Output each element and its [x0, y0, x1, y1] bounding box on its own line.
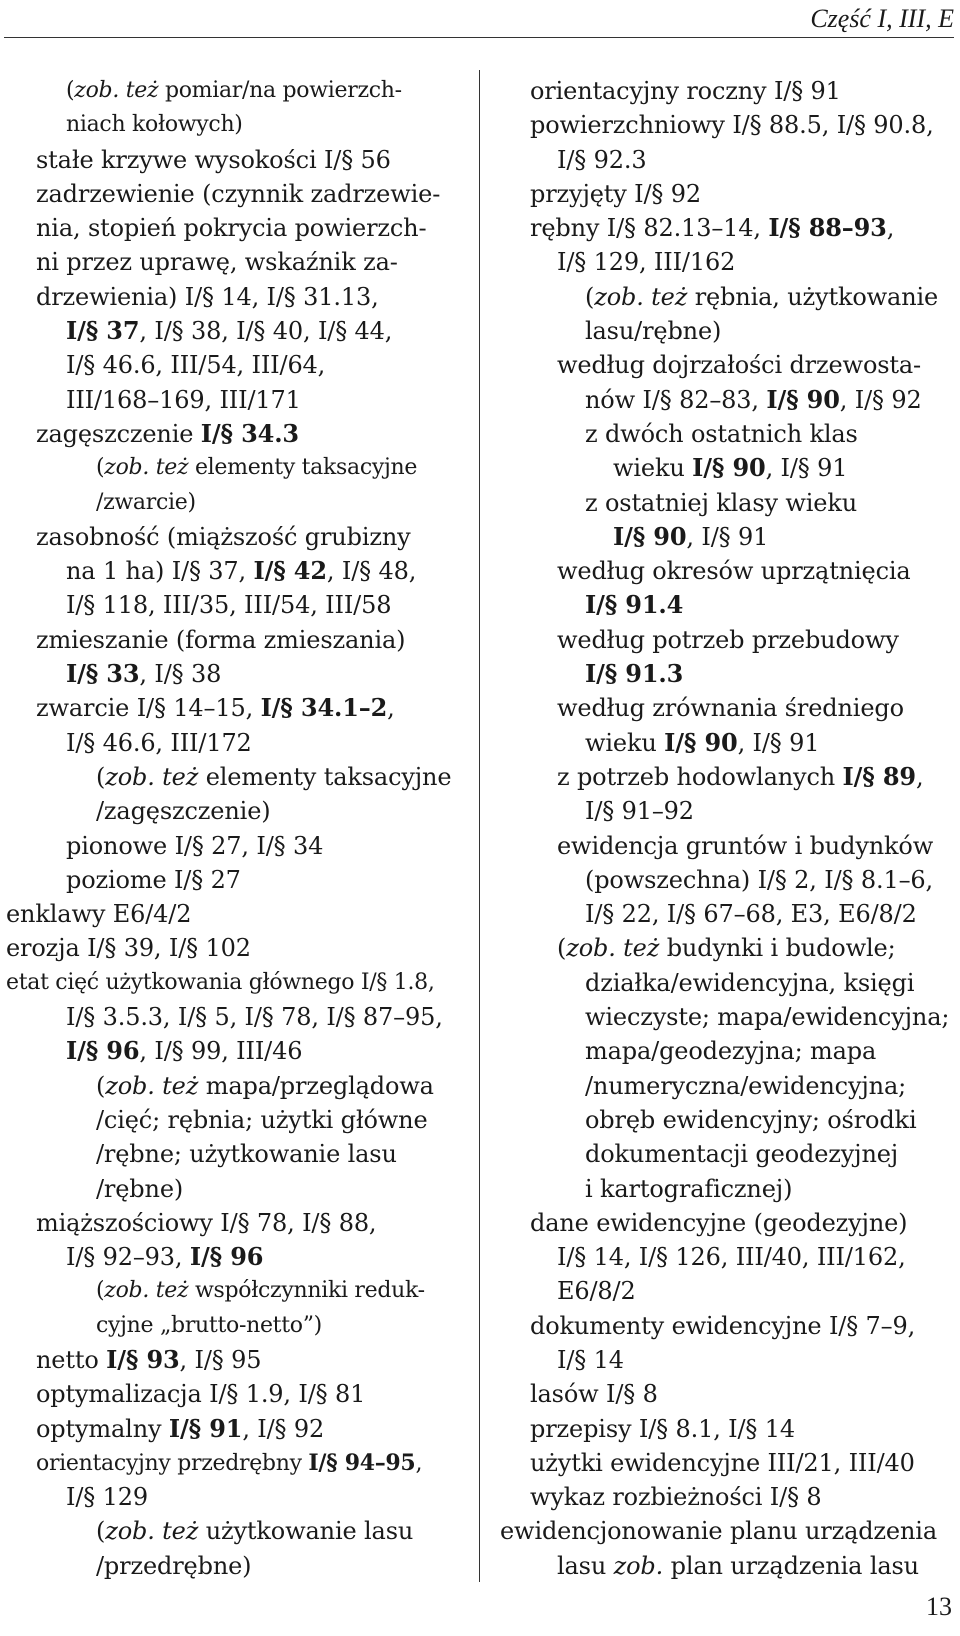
index-text: lasu: [557, 1551, 614, 1580]
index-line: [500, 726, 955, 760]
see-also-marker: zob. też: [105, 1517, 199, 1546]
index-line: [6, 143, 474, 177]
index-text: etat cięć użytkowania głównego I/§ 1.8,: [6, 969, 435, 995]
index-line: [500, 1069, 955, 1103]
index-text: według zrównania średniego: [557, 694, 904, 723]
index-line: [6, 1343, 474, 1377]
index-line: [6, 1549, 474, 1583]
index-text: orientacyjny przedrębny: [36, 1450, 309, 1476]
index-text: (: [96, 1071, 106, 1100]
index-line: [500, 1412, 955, 1446]
index-text: /rębne; użytkowanie lasu: [96, 1140, 397, 1169]
index-text: wieku: [613, 454, 693, 483]
index-text: z dwóch ostatnich klas: [585, 419, 858, 448]
index-text: ni przez uprawę, wskaźnik za-: [36, 248, 398, 277]
index-line: [500, 931, 955, 965]
bold-reference: I/§ 93: [106, 1344, 180, 1374]
index-line: [6, 1206, 474, 1240]
index-text: według potrzeb przebudowy: [557, 625, 899, 654]
bold-reference: I/§ 90: [664, 727, 738, 757]
index-line: [500, 143, 955, 177]
index-text: zasobność (miąższość grubizny: [36, 522, 411, 551]
index-line: [500, 1377, 955, 1411]
index-line: [6, 451, 474, 485]
index-text: według okresów uprzątnięcia: [557, 557, 911, 586]
index-text: I/§ 129, III/162: [557, 248, 736, 277]
index-line: [500, 1103, 955, 1137]
index-text: lasu/rębne): [585, 317, 722, 346]
bold-reference: I/§ 90: [766, 384, 840, 414]
index-line: [500, 1343, 955, 1377]
index-line: [6, 1274, 474, 1308]
index-line: [500, 623, 955, 657]
index-text: niach kołowych): [66, 112, 243, 138]
index-text: netto: [36, 1345, 107, 1374]
index-text: , I/§ 92: [242, 1414, 325, 1443]
index-line: [500, 245, 955, 279]
index-line: [6, 177, 474, 211]
index-text: powierzchniowy I/§ 88.5, I/§ 90.8,: [530, 111, 934, 140]
index-text: i kartograficznej): [585, 1174, 793, 1203]
right-column: [500, 74, 955, 1583]
index-line: [6, 520, 474, 554]
index-line: [500, 211, 955, 245]
index-text: mapa/geodezyjna; mapa: [585, 1037, 877, 1066]
index-text: E6/8/2: [557, 1277, 636, 1306]
index-line: [500, 177, 955, 211]
index-text: rębny I/§ 82.13–14,: [530, 214, 769, 243]
index-text: wykaz rozbieżności I/§ 8: [530, 1483, 822, 1512]
index-text: pionowe I/§ 27, I/§ 34: [66, 831, 324, 860]
index-text: , I/§ 91: [765, 454, 848, 483]
index-line: [6, 657, 474, 691]
index-text: , I/§ 91: [737, 728, 820, 757]
index-line: [6, 314, 474, 348]
bold-reference: I/§ 91: [168, 1413, 243, 1443]
bold-reference: I/§ 89: [842, 761, 916, 791]
index-line: [500, 966, 955, 1000]
index-text: użytkowanie lasu: [198, 1517, 414, 1546]
index-line: [6, 1172, 474, 1206]
index-text: ,: [915, 762, 924, 791]
index-text: dane ewidencyjne (geodezyjne): [530, 1208, 908, 1237]
index-line: [500, 554, 955, 588]
bold-reference: I/§ 42: [253, 556, 327, 586]
index-text: drzewienia) I/§ 14, I/§ 31.13,: [36, 282, 379, 311]
bold-reference: I/§ 34.3: [200, 418, 299, 448]
index-line: [6, 1103, 474, 1137]
index-text: (: [96, 1517, 106, 1546]
index-line: [500, 1514, 955, 1548]
index-text: działka/ewidencyjna, księgi: [585, 968, 915, 997]
bold-reference: I/§ 90: [613, 521, 687, 551]
index-text: , I/§ 38: [139, 660, 222, 689]
index-text: na 1 ha) I/§ 37,: [66, 557, 254, 586]
index-line: [6, 829, 474, 863]
index-line: [6, 74, 474, 108]
index-line: [500, 794, 955, 828]
index-line: [500, 1000, 955, 1034]
index-text: erozja I/§ 39, I/§ 102: [6, 934, 251, 963]
index-line: [500, 74, 955, 108]
column-divider: [479, 70, 480, 1582]
index-text: wieku: [585, 728, 665, 757]
bold-reference: I/§ 88–93: [768, 213, 887, 243]
index-text: orientacyjny roczny I/§ 91: [530, 77, 841, 105]
see-also-marker: zob. też: [594, 282, 688, 311]
index-text: ,: [387, 694, 395, 723]
index-text: pomiar/na powierzch-: [158, 78, 402, 103]
index-text: poziome I/§ 27: [66, 865, 241, 894]
index-text: (: [96, 455, 105, 481]
index-text: według dojrzałości drzewosta-: [557, 351, 922, 380]
index-text: nów I/§ 82–83,: [585, 385, 767, 414]
index-text: ewidencja gruntów i budynków: [557, 831, 934, 860]
index-line: [500, 1549, 955, 1583]
index-text: (powszechna) I/§ 2, I/§ 8.1–6,: [585, 865, 934, 894]
index-line: [500, 829, 955, 863]
index-text: elementy taksacyjne: [188, 455, 418, 481]
bold-reference: I/§ 91.3: [585, 659, 684, 689]
index-line: [500, 760, 955, 794]
running-header: Część I, III, E: [810, 4, 954, 33]
index-line: [500, 1274, 955, 1308]
index-text: /zwarcie): [96, 489, 196, 515]
index-line: [500, 348, 955, 382]
index-text: I/§ 3.5.3, I/§ 5, I/§ 78, I/§ 87–95,: [66, 1003, 443, 1032]
bold-reference: I/§ 91.4: [585, 590, 684, 620]
index-line: [6, 966, 474, 1000]
index-line: [6, 794, 474, 828]
index-text: stałe krzywe wysokości I/§ 56: [36, 145, 391, 174]
index-text: miąższościowy I/§ 78, I/§ 88,: [36, 1208, 377, 1237]
index-line: [6, 1377, 474, 1411]
index-text: , I/§ 99, III/46: [139, 1037, 303, 1066]
index-text: , I/§ 95: [179, 1345, 262, 1374]
see-also-marker: zob. też: [566, 934, 660, 963]
see-also-marker: zob. też: [105, 1071, 199, 1100]
index-line: [500, 520, 955, 554]
bold-reference: I/§ 33: [66, 659, 140, 689]
index-line: [500, 108, 955, 142]
see-also-marker: zob. też: [105, 762, 199, 791]
index-line: [500, 486, 955, 520]
index-line: [6, 1412, 474, 1446]
index-line: [6, 554, 474, 588]
index-line: [6, 1309, 474, 1343]
index-line: [6, 1069, 474, 1103]
index-text: dokumenty ewidencyjne I/§ 7–9,: [530, 1311, 916, 1340]
index-text: I/§ 14, I/§ 126, III/40, III/162,: [557, 1243, 906, 1272]
index-text: przyjęty I/§ 92: [530, 179, 702, 208]
index-line: [500, 1206, 955, 1240]
index-line: [6, 726, 474, 760]
index-text: /numeryczna/ewidencyjna;: [585, 1071, 907, 1100]
index-line: [6, 348, 474, 382]
index-line: [6, 1137, 474, 1171]
index-text: zadrzewienie (czynnik zadrzewie-: [36, 179, 441, 208]
header-rule: [4, 37, 954, 38]
index-text: I/§ 91–92: [585, 797, 694, 826]
see-also-marker: zob. też: [104, 455, 189, 481]
index-text: z ostatniej klasy wieku: [585, 488, 858, 517]
index-line: [500, 588, 955, 622]
index-text: cyjne „brutto-netto”): [96, 1312, 322, 1338]
index-line: [500, 1137, 955, 1171]
index-text: I/§ 46.6, III/172: [66, 728, 252, 757]
index-text: III/168–169, III/171: [66, 385, 301, 414]
index-text: I/§ 14: [557, 1345, 624, 1374]
index-line: [6, 897, 474, 931]
index-line: [500, 1446, 955, 1480]
index-text: (: [585, 282, 595, 311]
index-text: /rębne): [96, 1174, 184, 1203]
bold-reference: I/§ 96: [189, 1242, 264, 1272]
index-line: [6, 588, 474, 622]
index-text: (: [96, 762, 106, 791]
index-text: (: [96, 1278, 105, 1304]
index-text: /przedrębne): [96, 1551, 252, 1580]
index-text: enklawy E6/4/2: [6, 900, 192, 929]
index-line: [6, 1480, 474, 1514]
index-line: [6, 1514, 474, 1548]
index-line: [500, 1172, 955, 1206]
index-text: ,: [415, 1450, 423, 1476]
index-line: [500, 383, 955, 417]
index-text: I/§ 92–93,: [66, 1243, 190, 1272]
index-text: /zagęszczenie): [96, 797, 271, 826]
index-line: [500, 691, 955, 725]
index-text: użytki ewidencyjne III/21, III/40: [530, 1448, 915, 1477]
index-text: wieczyste; mapa/ewidencyjna;: [585, 1003, 950, 1032]
index-text: mapa/przeglądowa: [198, 1071, 434, 1100]
bold-reference: I/§ 37: [66, 316, 140, 346]
bold-reference: I/§ 90: [692, 453, 766, 483]
index-line: [6, 280, 474, 314]
index-text: I/§ 118, III/35, III/54, III/58: [66, 591, 392, 620]
index-text: plan urządzenia lasu: [663, 1551, 919, 1580]
index-text: optymalizacja I/§ 1.9, I/§ 81: [36, 1380, 366, 1409]
index-line: [6, 1034, 474, 1068]
index-text: dokumentacji geodezyjnej: [585, 1140, 899, 1169]
index-text: (: [557, 934, 567, 963]
index-text: współczynniki reduk-: [188, 1278, 425, 1304]
index-line: [6, 691, 474, 725]
index-text: I/§ 129: [66, 1483, 148, 1512]
index-line: [6, 245, 474, 279]
index-line: [6, 863, 474, 897]
index-line: [6, 1446, 474, 1480]
see-also-marker: zob.: [613, 1551, 664, 1580]
bold-reference: I/§ 96: [66, 1036, 140, 1066]
index-text: zwarcie I/§ 14–15,: [36, 694, 261, 723]
left-column: [6, 74, 474, 1583]
index-line: [500, 1309, 955, 1343]
index-text: nia, stopień pokrycia powierzch-: [36, 214, 427, 243]
see-also-marker: zob. też: [74, 78, 159, 103]
see-also-marker: zob. też: [104, 1278, 189, 1304]
index-line: [6, 760, 474, 794]
index-text: przepisy I/§ 8.1, I/§ 14: [530, 1414, 795, 1443]
index-line: [500, 1034, 955, 1068]
index-text: I/§ 22, I/§ 67–68, E3, E6/8/2: [585, 900, 917, 929]
index-line: [6, 623, 474, 657]
index-line: [500, 897, 955, 931]
index-line: [6, 486, 474, 520]
index-line: [6, 417, 474, 451]
index-line: [500, 863, 955, 897]
index-text: rębnia, użytkowanie: [687, 282, 939, 311]
index-line: [6, 1240, 474, 1274]
index-line: [500, 1480, 955, 1514]
bold-reference: I/§ 34.1–2: [260, 693, 388, 723]
index-text: , I/§ 48,: [326, 557, 417, 586]
index-line: [500, 657, 955, 691]
bold-reference: I/§ 94–95: [308, 1449, 416, 1476]
index-text: (: [66, 78, 75, 103]
index-line: [6, 1000, 474, 1034]
index-text: /cięć; rębnia; użytki główne: [96, 1105, 428, 1134]
index-text: ewidencjonowanie planu urządzenia: [500, 1517, 937, 1546]
page-number: 13: [926, 1592, 952, 1621]
index-line: [500, 314, 955, 348]
index-text: optymalny: [36, 1414, 169, 1443]
index-text: lasów I/§ 8: [530, 1380, 658, 1409]
index-line: [6, 108, 474, 142]
index-line: [6, 211, 474, 245]
index-text: ,: [886, 214, 895, 243]
index-line: [500, 451, 955, 485]
index-line: [6, 383, 474, 417]
index-line: [6, 931, 474, 965]
index-line: [500, 280, 955, 314]
index-text: I/§ 46.6, III/54, III/64,: [66, 351, 326, 380]
index-text: , I/§ 38, I/§ 40, I/§ 44,: [139, 317, 393, 346]
index-text: obręb ewidencyjny; ośrodki: [585, 1105, 917, 1134]
index-text: zmieszanie (forma zmieszania): [36, 625, 406, 654]
index-text: budynki i budowle;: [659, 934, 896, 963]
index-text: z potrzeb hodowlanych: [557, 762, 843, 791]
index-text: elementy taksacyjne: [198, 762, 452, 791]
index-text: , I/§ 91: [686, 522, 769, 551]
index-text: , I/§ 92: [839, 385, 922, 414]
index-text: I/§ 92.3: [557, 145, 647, 174]
index-line: [500, 1240, 955, 1274]
index-text: zagęszczenie: [36, 419, 201, 448]
index-line: [500, 417, 955, 451]
